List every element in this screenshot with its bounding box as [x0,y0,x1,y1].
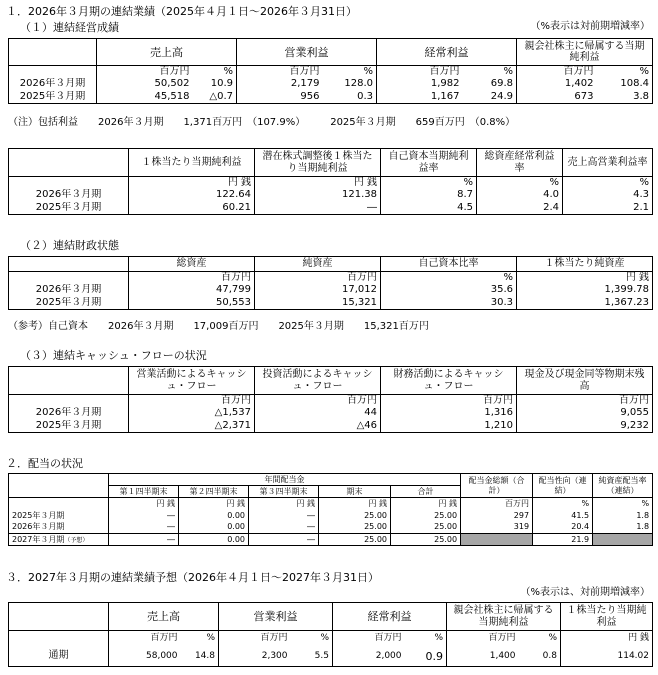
row-label: 2026年３月期 [9,522,109,534]
row-label: 2025年３月期 [9,202,129,215]
unit: % [519,631,561,647]
cell: 0.00 [179,534,249,546]
cell: 4.5 [381,202,477,215]
header-total: 合計 [391,486,461,498]
unit: 百万円 [150,633,178,644]
unit: % [477,177,563,189]
header-q3: 第３四半期末 [249,486,319,498]
cell: 1,982 [377,78,463,91]
unit: 百万円 [129,395,255,407]
cell: 2.4 [477,202,563,215]
row-label: 2025年３月期 [9,420,129,433]
unit: 百万円 [260,633,288,644]
unit: % [181,631,219,647]
unit: % [291,631,333,647]
cell: 0.9 [405,647,447,667]
unit: 百万円 [97,66,193,78]
dividends-title: ２．配当の状況 [6,457,83,470]
cell: 1,399.78 [517,284,653,297]
cell: 108.4 [597,78,653,91]
header-roe: 自己資本当期純利益率 [381,149,477,177]
cell: 8.7 [381,189,477,202]
unit: % [593,498,653,510]
comprehensive-income-note: （注）包括利益 2026年３月期 1,371百万円 （107.9%） 2025年３月期 659百万円 （0.8%） [8,117,516,128]
cell: 10.9 [210,78,233,89]
cell: 2.1 [563,202,653,215]
per-share-table [8,148,653,215]
cell: ― [255,202,381,215]
percent-note: （%表示は対前期増減率） [530,21,650,32]
financial-position-table [8,256,653,310]
cell: 122.64 [129,189,255,202]
cell: 0.3 [323,91,377,104]
cell: 0.8 [519,647,561,667]
header-net-assets: 純資産 [255,257,381,272]
header-roa: 総資産経常利益率 [477,149,563,177]
unit: % [381,177,477,189]
cell: 20.4 [533,522,593,534]
cell: ― [109,534,179,546]
cell: 25.00 [319,510,391,522]
unit: 百万円 [129,272,255,284]
unit: 円 銭 [517,272,653,284]
unit: 百万円 [461,498,533,510]
cell: 60.21 [129,202,255,215]
header-eps: １株当たり当期純利益 [561,603,653,631]
operating-results-table [8,38,653,104]
cell: ― [249,522,319,534]
header-operating-margin: 売上高営業利益率 [563,149,653,177]
cell: ― [249,510,319,522]
cell: 4.0 [477,189,563,202]
cell: 41.5 [533,510,593,522]
section-1-title: １．2026年３月期の連結業績（2025年４月１日～2026年３月31日） [6,5,357,18]
header-sales: 売上高 [109,603,219,631]
cell: 15,321 [255,297,381,310]
header-cash-balance: 現金及び現金同等物期末残高 [517,367,653,395]
row-label: 2025年３月期 [9,510,109,522]
cell: 121.38 [255,189,381,202]
cell: 47,799 [129,284,255,297]
cell: 1.8 [593,510,653,522]
cell: 45,518 [97,91,193,104]
unit: 円 銭 [255,177,381,189]
cell: 297 [461,510,533,522]
header-ordinary-income: 経常利益 [333,603,447,631]
cell: 2,300 [219,647,291,667]
equity-reference-note: （参考）自己資本 2026年３月期 17,009百万円 2025年３月期 15,321百万円 [8,321,429,332]
header-bps: １株当たり純資産 [517,257,653,272]
cell: △2,371 [129,420,255,433]
cell: 1,316 [381,407,517,420]
unit: 円 銭 [561,631,653,647]
header-payout-ratio: 配当性向（連結） [533,474,593,498]
cell: ― [109,522,179,534]
header-equity-ratio: 自己資本比率 [381,257,517,272]
cell: 2,179 [237,78,323,91]
header-total-dividend: 配当金総額（合計） [461,474,533,498]
cash-flow-title: （３）連結キャッシュ・フローの状況 [20,349,207,362]
cell: 2,000 [333,647,405,667]
cell: 0.00 [179,522,249,534]
unit: 百万円 [517,66,597,78]
cell: 30.3 [381,297,517,310]
cell: 673 [517,91,597,104]
cell: ― [109,510,179,522]
cell: 1,400 [447,647,519,667]
unit: % [405,631,447,647]
header-eps: １株当たり当期純利益 [129,149,255,177]
header-annual-dividend: 年間配当金 [109,474,461,486]
cell: ― [249,534,319,546]
unit: 円 銭 [179,498,249,510]
cell: 25.00 [391,534,461,546]
cell: 1.8 [593,522,653,534]
unit: % [533,498,593,510]
unit: % [381,272,517,284]
header-operating-cf: 営業活動によるキャッシュ・フロー [129,367,255,395]
dividends-table [8,473,653,546]
cell: 1,367.23 [517,297,653,310]
header-investing-cf: 投資活動によるキャッシュ・フロー [255,367,381,395]
cell: 1,167 [377,91,463,104]
cell: 956 [237,91,323,104]
cell: △46 [255,420,381,433]
forecast-year: 2027年３月期 [12,534,65,544]
unit: % [563,177,653,189]
row-label: 通期 [9,647,109,667]
cell: 114.02 [561,647,653,667]
cell: 3.8 [597,91,653,104]
unit: 百万円 [255,272,381,284]
header-ordinary-income: 経常利益 [377,39,517,66]
forecast-table [8,602,653,667]
cell: 0.00 [179,510,249,522]
unit: 百万円 [255,395,381,407]
cell: 58,000 [109,647,181,667]
unit: 百万円 [488,633,516,644]
header-net-income: 親会社株主に帰属する当期純利益 [517,39,653,66]
header-operating-income: 営業利益 [237,39,377,66]
unit: 円 銭 [319,498,391,510]
cell: 25.00 [319,522,391,534]
header-sales: 売上高 [97,39,237,66]
header-financing-cf: 財務活動によるキャッシュ・フロー [381,367,517,395]
cell: 14.8 [181,647,219,667]
unit: 円 銭 [249,498,319,510]
row-label: 2025年３月期 [9,297,129,310]
unit: 百万円 [374,633,402,644]
unit: % [223,65,233,77]
header-year-end: 期末 [319,486,391,498]
header-q2: 第２四半期末 [179,486,249,498]
forecast-percent-note: （%表示は、対前期増減率） [520,587,650,598]
cash-flow-table [8,366,653,433]
header-net-income: 親会社株主に帰属する当期純利益 [447,603,561,631]
grayed-cell [461,534,533,546]
header-total-assets: 総資産 [129,257,255,272]
unit: 円 銭 [129,177,255,189]
unit: % [597,66,653,78]
cell: 319 [461,522,533,534]
unit: % [363,65,373,77]
cell: 25.00 [319,534,391,546]
row-label: 2026年３月期 [9,78,97,91]
cell: 5.5 [291,647,333,667]
unit: 円 銭 [109,498,179,510]
forecast-title: ３．2027年３月期の連結業績予想（2026年４月１日～2027年３月31日） [6,571,379,584]
cell: 9,232 [517,420,653,433]
header-diluted-eps: 潜在株式調整後１株当たり当期純利益 [255,149,381,177]
header-operating-income: 営業利益 [219,603,333,631]
row-label: 2026年３月期 [9,189,129,202]
cell: 21.9 [533,534,593,546]
unit: 百万円 [377,66,463,78]
row-label: 2026年３月期 [9,284,129,297]
cell: △1,537 [129,407,255,420]
unit: 円 銭 [391,498,461,510]
row-label: 2026年３月期 [9,407,129,420]
financial-position-title: （２）連結財政状態 [20,239,119,252]
unit: % [503,65,513,77]
cell: 9,055 [517,407,653,420]
row-label: 2025年３月期 [9,91,97,104]
grayed-cell [593,534,653,546]
cell: 17,012 [255,284,381,297]
cell: 44 [255,407,381,420]
forecast-tag: （予想） [64,536,89,544]
cell: 25.00 [391,510,461,522]
cell: 50,553 [129,297,255,310]
unit: 百万円 [237,66,323,78]
header-q1: 第１四半期末 [109,486,179,498]
cell: 1,402 [517,78,597,91]
cell: 128.0 [344,78,373,89]
cell: 69.8 [490,78,513,89]
subsection-operating-results-title: （１）連結経営成績 [20,21,119,34]
cell: 50,502 [97,78,193,91]
unit: 百万円 [517,395,653,407]
header-doe: 純資産配当率（連結） [593,474,653,498]
cell: 35.6 [381,284,517,297]
cell: 4.3 [563,189,653,202]
forecast-row-label [9,534,109,546]
cell: △0.7 [193,91,237,104]
cell: 25.00 [391,522,461,534]
unit: 百万円 [381,395,517,407]
cell: 24.9 [463,91,517,104]
cell: 1,210 [381,420,517,433]
